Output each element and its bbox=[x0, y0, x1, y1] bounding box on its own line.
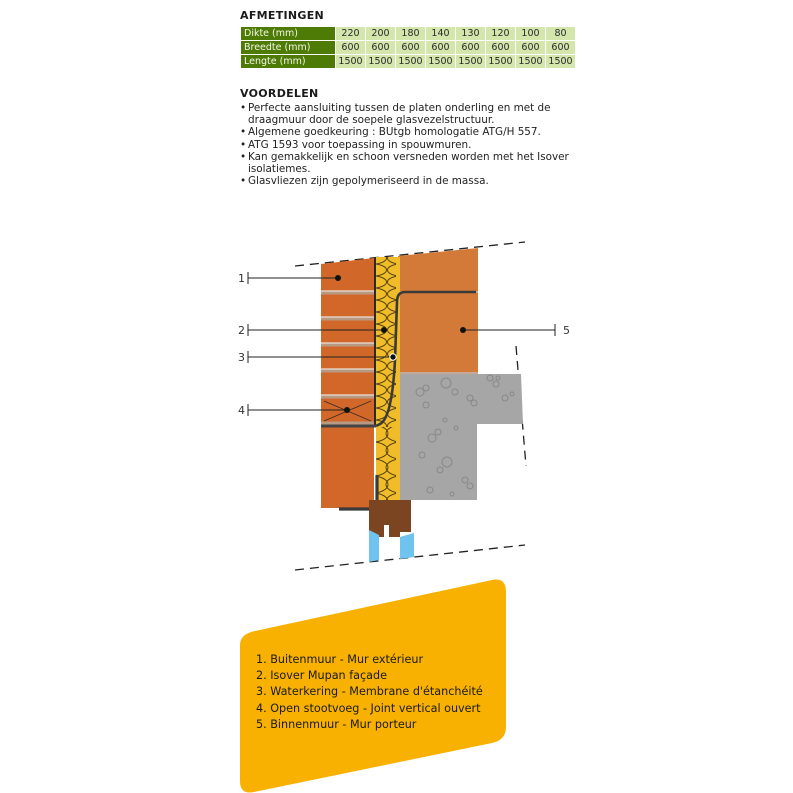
callout-label-1: 1 bbox=[238, 272, 245, 285]
table-cell: 600 bbox=[456, 41, 485, 54]
table-cell: 120 bbox=[486, 27, 515, 40]
table-cell: 1500 bbox=[396, 55, 425, 68]
table-cell: 1500 bbox=[516, 55, 545, 68]
table-cell: 80 bbox=[546, 27, 575, 40]
afmetingen-heading: AFMETINGEN bbox=[240, 9, 325, 22]
row-header: Breedte (mm) bbox=[241, 41, 335, 54]
callout-label-4: 4 bbox=[238, 404, 245, 417]
callout-dot-3 bbox=[390, 354, 396, 360]
glazing-left bbox=[369, 530, 379, 562]
table-cell: 600 bbox=[336, 41, 365, 54]
table-cell: 180 bbox=[396, 27, 425, 40]
table-cell: 600 bbox=[516, 41, 545, 54]
table-cell: 1500 bbox=[456, 55, 485, 68]
table-cell: 600 bbox=[486, 41, 515, 54]
table-cell: 1500 bbox=[546, 55, 575, 68]
table-cell: 600 bbox=[396, 41, 425, 54]
legend-item: 3. Waterkering - Membrane d'étanchéité bbox=[256, 685, 483, 699]
table-cell: 140 bbox=[426, 27, 455, 40]
legend-item: 2. Isover Mupan façade bbox=[256, 669, 387, 683]
glazing-right bbox=[400, 533, 414, 559]
table-cell: 1500 bbox=[426, 55, 455, 68]
callout-dot-4 bbox=[344, 407, 350, 413]
concrete-floor bbox=[398, 374, 523, 500]
legend-item: 4. Open stootvoeg - Joint vertical ouvert bbox=[256, 701, 481, 715]
voordelen-heading: VOORDELEN bbox=[240, 87, 319, 100]
legend-item: 1. Buitenmuur - Mur extérieur bbox=[256, 653, 424, 666]
legend-item: 5. Binnenmuur - Mur porteur bbox=[256, 717, 417, 731]
row-header: Lengte (mm) bbox=[241, 55, 335, 68]
callout-label-2: 2 bbox=[238, 324, 245, 337]
table-cell: 600 bbox=[426, 41, 455, 54]
table-cell: 1500 bbox=[366, 55, 395, 68]
benefit-item: • Perfecte aansluiting tussen de platen onderling en met de draagmuur door de soepele glasvezelstructuur. bbox=[240, 102, 580, 126]
callout-dot-2 bbox=[381, 327, 387, 333]
table-cell: 200 bbox=[366, 27, 395, 40]
table-cell: 600 bbox=[546, 41, 575, 54]
callout-label-3: 3 bbox=[238, 351, 245, 364]
table-cell: 130 bbox=[456, 27, 485, 40]
table-cell: 600 bbox=[366, 41, 395, 54]
benefit-item: • Algemene goedkeuring : BUtgb homologatie ATG/H 557. bbox=[240, 126, 580, 138]
table-cell: 100 bbox=[516, 27, 545, 40]
window-frame bbox=[369, 500, 411, 537]
legend-list bbox=[256, 652, 483, 733]
table-cell: 1500 bbox=[336, 55, 365, 68]
benefit-item: • ATG 1593 voor toepassing in spouwmuren. bbox=[240, 139, 580, 151]
callout-dot-5 bbox=[460, 327, 466, 333]
table-cell: 1500 bbox=[486, 55, 515, 68]
table-cell: 220 bbox=[336, 27, 365, 40]
callout-dot-1 bbox=[335, 275, 341, 281]
insulation-lower bbox=[376, 427, 398, 500]
callout-label-5: 5 bbox=[563, 324, 570, 337]
benefit-item: • Kan gemakkelijk en schoon versneden worden met het Isover isolatiemes. bbox=[240, 151, 580, 175]
row-header: Dikte (mm) bbox=[241, 27, 335, 40]
inner-wall bbox=[398, 248, 478, 373]
benefit-item: • Glasvliezen zijn gepolymeriseerd in de massa. bbox=[240, 175, 580, 187]
outer-brick-wall bbox=[321, 258, 374, 508]
